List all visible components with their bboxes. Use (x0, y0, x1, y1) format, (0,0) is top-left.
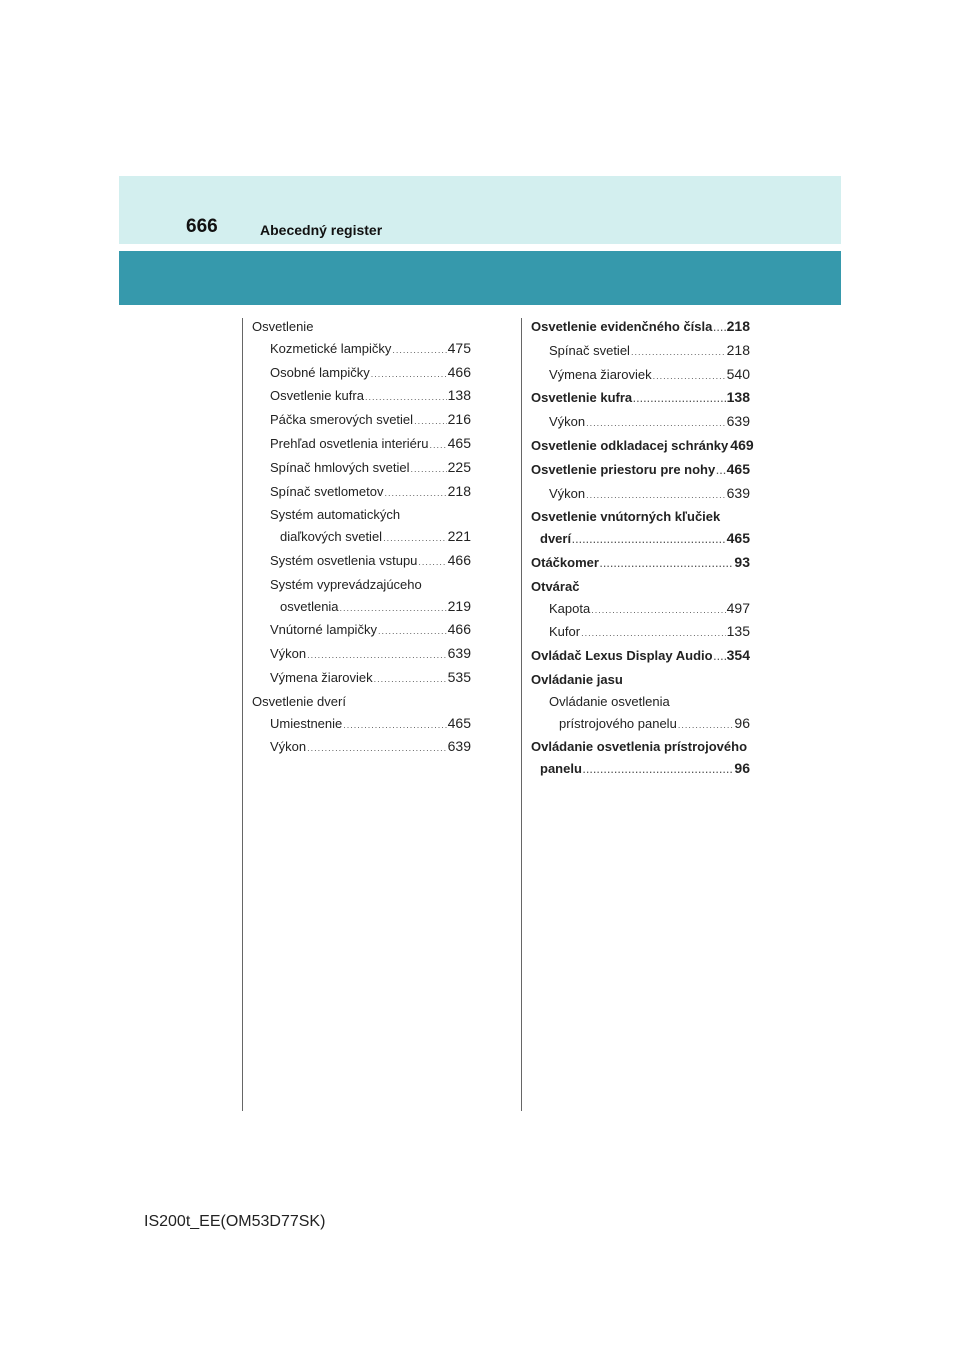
dot-leader (586, 413, 726, 435)
entry-page-number: 138 (726, 389, 750, 406)
header-band-dark (119, 251, 841, 305)
dot-leader (586, 485, 726, 507)
index-subentry (252, 526, 471, 550)
entry-term: Spínač svetiel (549, 342, 630, 358)
entry-term: Spínač svetlometov (270, 483, 384, 499)
index-subentry (252, 504, 471, 526)
index-subentry (531, 364, 750, 388)
section-title: Abecedný register (260, 222, 383, 238)
dot-leader (414, 411, 447, 433)
dot-leader (340, 598, 447, 620)
index-entry (531, 387, 750, 411)
dot-leader (307, 645, 447, 667)
entry-page-number: 535 (447, 668, 471, 685)
index-subentry (252, 385, 471, 409)
entry-term: Ovládanie jasu (531, 671, 623, 687)
entry-term: osvetlenia (280, 598, 339, 614)
dot-leader (378, 621, 447, 643)
dot-leader (392, 340, 446, 362)
dot-leader (713, 318, 725, 340)
entry-term: Prehľad osvetlenia interiéru (270, 435, 429, 451)
entry-page-number: 469 (730, 436, 754, 453)
index-entry (531, 645, 750, 669)
entry-term: Osvetlenie priestoru pre nohy (531, 461, 716, 477)
entry-term: Výkon (270, 646, 307, 662)
entry-page-number: 225 (447, 458, 471, 475)
entry-page-number: 639 (447, 645, 471, 662)
index-subentry (531, 713, 750, 737)
entry-term: Osvetlenie (252, 319, 314, 334)
index-subentry (531, 758, 750, 782)
entry-term: Systém automatických (270, 507, 401, 523)
index-column-right (531, 316, 754, 782)
entry-page-number: 639 (447, 738, 471, 755)
dot-leader (591, 600, 725, 622)
entry-term: Umiestnenie (270, 715, 343, 731)
index-subentry (252, 736, 471, 760)
dot-leader (343, 715, 446, 737)
entry-page-number: 540 (726, 365, 750, 382)
dot-leader (307, 738, 447, 760)
index-entry (531, 736, 750, 758)
left-column-divider (242, 318, 243, 1111)
entry-term: Kapota (549, 600, 591, 616)
dot-leader (581, 623, 726, 645)
entry-term: Výkon (270, 739, 307, 755)
index-subentry (252, 574, 471, 596)
entry-page-number: 465 (447, 714, 471, 731)
entry-page-number: 135 (726, 623, 750, 640)
index-entry (531, 552, 750, 576)
index-entry (531, 506, 750, 528)
entry-term: Osvetlenie vnútorných kľučiek (531, 509, 721, 525)
dot-leader (410, 459, 446, 481)
entry-page-number: 96 (734, 714, 750, 731)
entry-page-number: 497 (726, 599, 750, 616)
entry-term: diaľkových svetiel (280, 529, 383, 545)
entry-term: Systém osvetlenia vstupu (270, 552, 418, 568)
index-subentry (252, 481, 471, 505)
dot-leader (365, 387, 447, 409)
entry-term: Ovládač Lexus Display Audio (531, 648, 713, 664)
entry-term: Osvetlenie dverí (252, 693, 346, 709)
index-subentry (252, 409, 471, 433)
entry-term: Kufor (549, 624, 581, 640)
entry-page-number: 639 (726, 413, 750, 430)
entry-term: Osvetlenie kufra (270, 388, 364, 404)
entry-page-number: 221 (447, 528, 471, 545)
entry-page-number: 216 (447, 411, 471, 428)
entry-page-number: 466 (447, 363, 471, 380)
entry-page-number: 639 (726, 484, 750, 501)
index-entry (531, 435, 754, 459)
index-column-left (252, 316, 471, 760)
entry-term: Otáčkomer (531, 554, 599, 570)
dot-leader (371, 364, 447, 386)
entry-term: Spínač hmlových svetiel (270, 459, 410, 475)
index-subentry (252, 338, 471, 362)
entry-term: Osvetlenie odkladacej schránky (531, 437, 729, 453)
index-subentry (252, 713, 471, 737)
entry-page-number: 465 (726, 530, 750, 547)
index-entry (252, 691, 471, 713)
dot-leader (631, 342, 726, 364)
index-subentry (531, 691, 750, 713)
entry-term: Výmena žiaroviek (270, 669, 373, 685)
index-subentry (531, 411, 750, 435)
entry-term: Vnútorné lampičky (270, 622, 377, 638)
header-band-light (119, 176, 841, 244)
entry-term: Systém vyprevádzajúceho (270, 576, 422, 592)
dot-leader (633, 389, 725, 411)
entry-term: Kozmetické lampičky (270, 340, 392, 356)
dot-leader (429, 435, 446, 457)
index-subentry (531, 528, 750, 552)
dot-leader (583, 760, 734, 782)
entry-term: Výkon (549, 414, 586, 430)
entry-page-number: 93 (734, 553, 750, 570)
index-subentry (252, 667, 471, 691)
dot-leader (418, 552, 446, 574)
entry-term: Výkon (549, 485, 586, 501)
entry-term: Ovládanie osvetlenia prístrojového (531, 739, 748, 755)
entry-term: Otvárač (531, 578, 580, 594)
index-subentry (252, 619, 471, 643)
document-code: IS200t_EE(OM53D77SK) (144, 1213, 326, 1230)
entry-page-number: 465 (447, 434, 471, 451)
dot-leader (600, 554, 734, 576)
index-subentry (531, 483, 750, 507)
entry-term: Osvetlenie evidenčného čísla (531, 319, 713, 334)
page-number: 666 (186, 216, 218, 237)
entry-page-number: 466 (447, 621, 471, 638)
entry-term: Ovládanie osvetlenia (549, 693, 670, 709)
dot-leader (383, 528, 447, 550)
index-subentry (531, 598, 750, 622)
entry-term: Osobné lampičky (270, 364, 370, 380)
entry-page-number: 354 (726, 647, 750, 664)
entry-term: Výmena žiaroviek (549, 366, 652, 382)
index-entry (531, 459, 750, 483)
dot-leader (653, 366, 726, 388)
entry-term: dverí (540, 531, 572, 547)
index-subentry (252, 433, 471, 457)
index-entry (531, 316, 750, 340)
entry-page-number: 219 (447, 597, 471, 614)
dot-leader (716, 461, 725, 483)
index-subentry (252, 643, 471, 667)
index-subentry (252, 457, 471, 481)
right-column-divider (521, 318, 522, 1111)
index-entry (531, 576, 750, 598)
dot-leader (384, 483, 446, 505)
entry-page-number: 138 (447, 387, 471, 404)
entry-page-number: 218 (447, 482, 471, 499)
entry-term: Páčka smerových svetiel (270, 412, 414, 428)
entry-term: Osvetlenie kufra (531, 390, 633, 406)
index-subentry (531, 340, 750, 364)
entry-page-number: 96 (734, 760, 750, 777)
index-entry (252, 316, 471, 338)
entry-term: prístrojového panelu (559, 715, 677, 731)
entry-page-number: 466 (447, 551, 471, 568)
dot-leader (572, 530, 726, 552)
index-subentry (252, 596, 471, 620)
index-subentry (531, 621, 750, 645)
entry-page-number: 218 (726, 318, 750, 334)
entry-page-number: 475 (447, 339, 471, 356)
entry-term: panelu (540, 761, 582, 777)
dot-leader (714, 647, 726, 669)
index-subentry (252, 550, 471, 574)
index-entry (531, 669, 750, 691)
entry-page-number: 465 (726, 460, 750, 477)
dot-leader (374, 669, 447, 691)
dot-leader (678, 715, 734, 737)
index-subentry (252, 362, 471, 386)
entry-page-number: 218 (726, 341, 750, 358)
